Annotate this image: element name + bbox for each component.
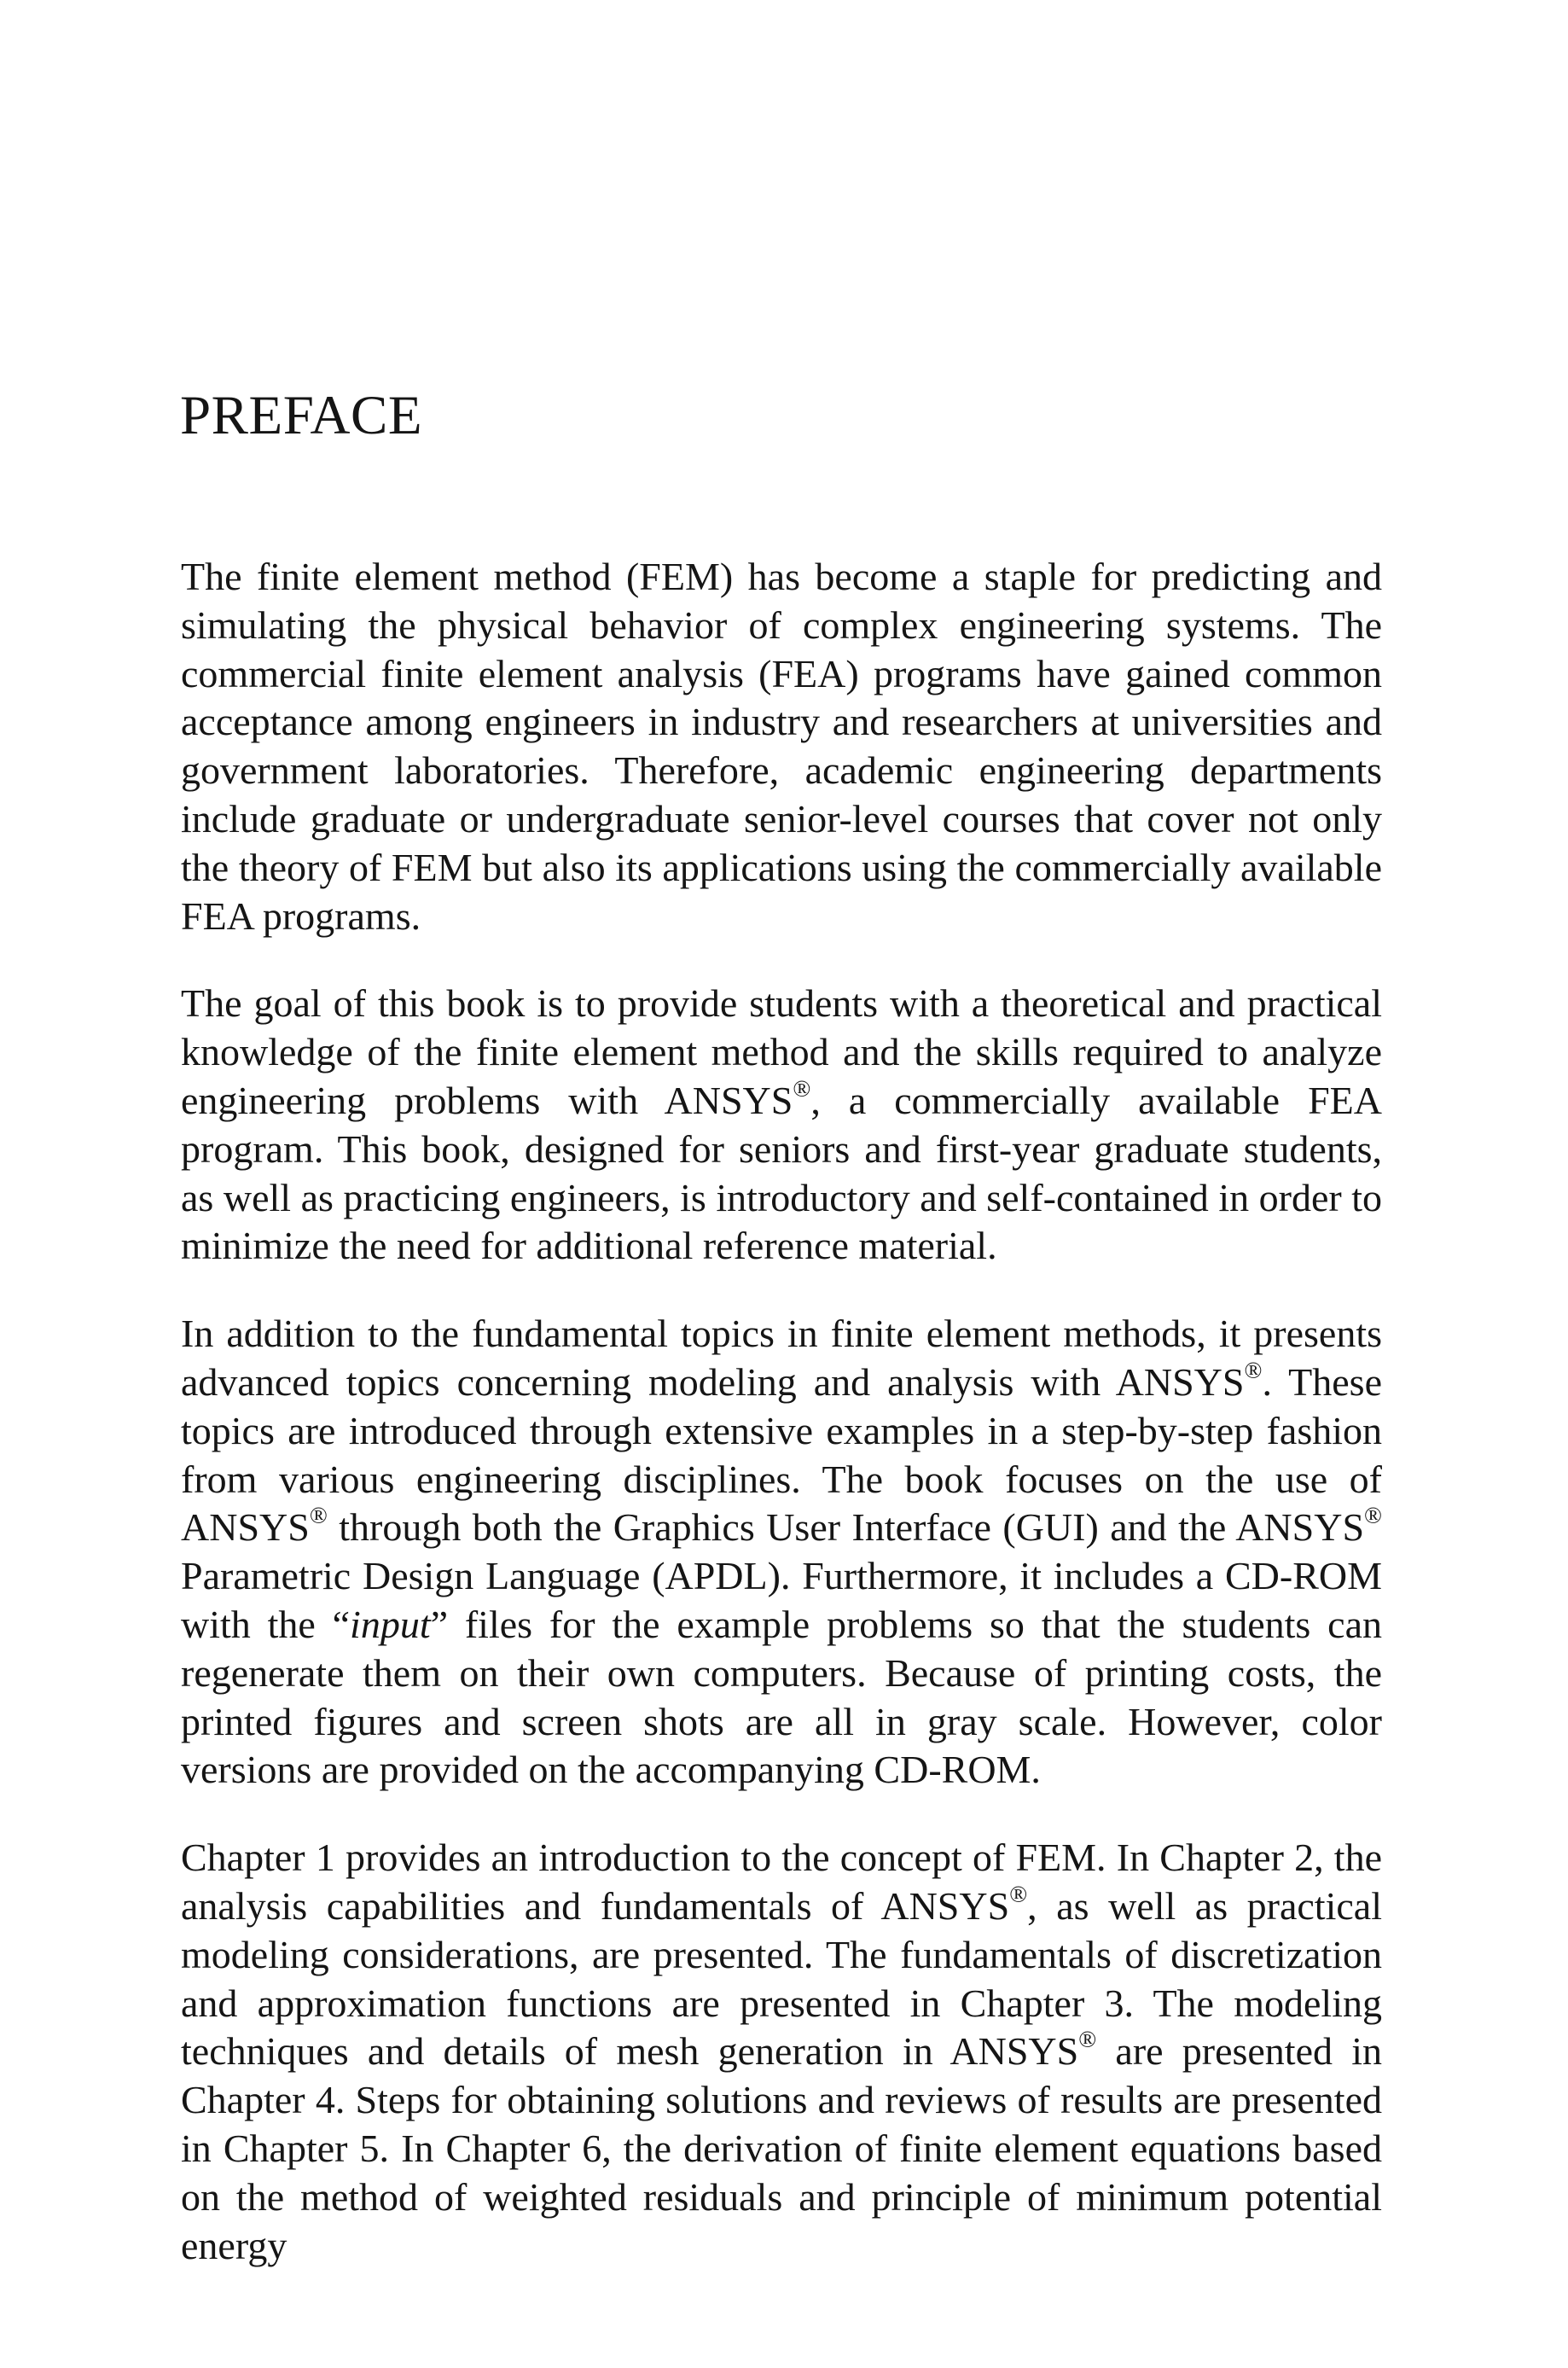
registered-mark: ® [1009,1880,1028,1907]
paragraph-3-text-d: Parametric Design Language (APDL). Furthermore, it includes a CD-ROM with the “ [181,1554,1382,1646]
paragraph-3-text-b: . These topics are introduced through extensive examples in a step-by-step fashion from various engineering disciplines. The book focuses on the use of ANSYS [181,1359,1382,1550]
paragraph-3-text-a: In addition to the fundamental topics in finite element methods, it presents advanced topics concerning modeling and analysis with ANSYS [181,1312,1382,1404]
paragraph-4-text-c: are presented in Chapter 4. Steps for obtaining solutions and reviews of results are presented in Chapter 5. In Chapter 6, the derivation of finite element equations based on the method of weighted residuals and principle of minimum potential energy [181,2029,1382,2267]
registered-mark: ® [1244,1356,1263,1383]
paragraph-1: The finite element method (FEM) has become a staple for predicting and simulating the physical behavior of complex engineering systems. The commercial finite element analysis (FEA) programs have gained common acceptance among engineers in industry and researchers at universities and government laboratories. Therefore, academic engineering departments include graduate or undergraduate senior-level courses that cover not only the theory of FEM but also its applications using the commercially available FEA programs. [181,555,1382,938]
paragraph-3 [181,1310,1382,1795]
preface-body [181,553,1382,2309]
paragraph-3-text-f: ” files for the example problems so that the students can regenerate them on their own computers. Because of printing costs, the printed figures and screen shots are all in gray scale. However, color versions are provided on the accompanying CD-ROM. [181,1602,1382,1792]
paragraph-4-text-b: , as well as practical modeling considerations, are presented. The fundamentals of discretization and approximation functions are presented in Chapter 3. The modeling techniques and details of mesh generation in ANSYS [181,1883,1382,2074]
paragraph-3-text-c: through both the Graphics User Interface (GUI) and the ANSYS [327,1505,1365,1550]
paragraph-2 [181,980,1382,1271]
paragraph-4-text-a: Chapter 1 provides an introduction to the concept of FEM. In Chapter 2, the analysis capabilities and fundamentals of ANSYS [181,1836,1382,1928]
paragraph-2-text-b: , a commercially available FEA program. This book, designed for seniors and first-year graduate students, as well as practicing engineers, is introductory and self-contained in order to minimize the need for additional reference material. [181,1078,1382,1268]
registered-mark: ® [309,1501,328,1528]
paragraph-2-text-a: The goal of this book is to provide students with a theoretical and practical knowledge of the finite element method and the skills required to analyze engineering problems with ANSYS [181,981,1382,1122]
registered-mark: ® [793,1074,811,1102]
registered-mark: ® [1364,1501,1382,1528]
page-title: PREFACE [180,385,423,446]
paragraph-4 [181,1834,1382,2270]
paragraph-3-italic-input: input [350,1602,431,1646]
registered-mark: ® [1078,2025,1097,2052]
